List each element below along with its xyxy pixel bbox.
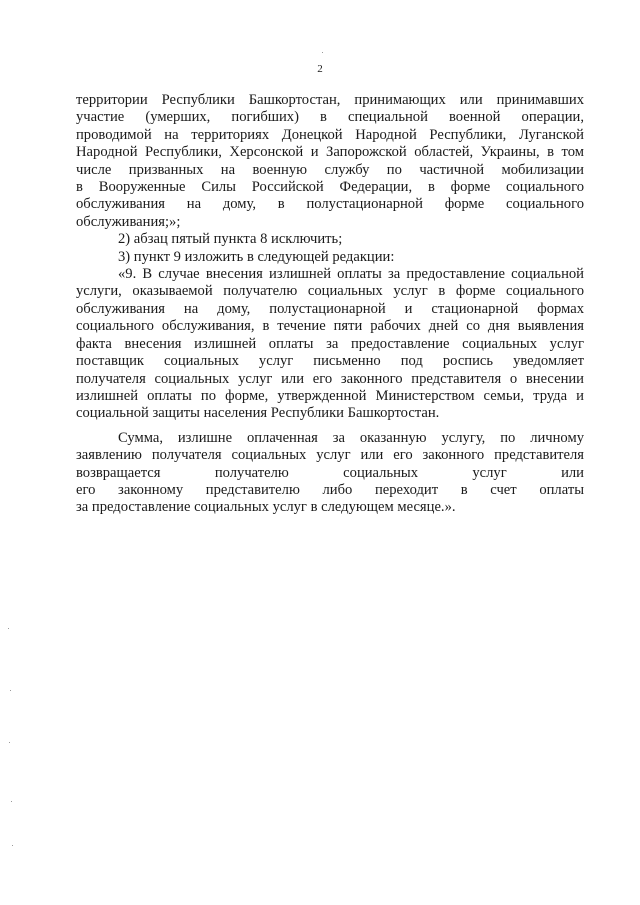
scan-speck xyxy=(8,628,9,629)
body-line: обслуживания;»; xyxy=(76,213,181,230)
clause-9-line: получателя социальных услуг или его законного представителя о внесении xyxy=(76,370,584,387)
clause-9-line: социального обслуживания, в течение пяти рабочих дней со дня выявления xyxy=(76,318,584,335)
clause-9-line: излишней оплаты по форме, утвержденной Министерством семьи, труда и xyxy=(76,387,584,404)
refund-line: за предоставление социальных услуг в следующем месяце.». xyxy=(76,499,456,516)
refund-line: Сумма, излишне оплаченная за оказанную услугу, по личному xyxy=(118,429,584,446)
refund-line: возвращается получателю социальных услуг или xyxy=(76,464,584,481)
scan-speck xyxy=(11,801,12,802)
scan-speck xyxy=(9,742,10,743)
scan-speck xyxy=(10,690,11,691)
item-2-paragraph: 2) абзац пятый пункта 8 исключить; xyxy=(118,231,343,248)
item-3-paragraph: 3) пункт 9 изложить в следующей редакции: xyxy=(118,248,395,265)
clause-9-line: факта внесения излишней оплаты за предоставление социальных услуг xyxy=(76,335,584,352)
refund-line: его законному представителю либо переходит в счет оплаты xyxy=(76,481,584,498)
refund-line: заявлению получателя социальных услуг или его законного представителя xyxy=(76,447,584,464)
page-number: 2 xyxy=(317,63,323,75)
body-line: участие (умерших, погибших) в специальной военной операции, xyxy=(76,109,584,126)
clause-9-line: услуги, оказываемой получателю социальных услуг в форме социального xyxy=(76,283,584,300)
document-body xyxy=(76,92,584,517)
clause-9-line: «9. В случае внесения излишней оплаты за предоставление социальной xyxy=(118,266,584,283)
body-line: проводимой на территориях Донецкой Народной Республики, Луганской xyxy=(76,126,584,143)
clause-9-line: поставщик социальных услуг письменно под роспись уведомляет xyxy=(76,353,584,370)
clause-9-line: социальной защиты населения Республики Башкортостан. xyxy=(76,405,440,422)
scan-speck xyxy=(12,845,13,846)
clause-9-line: обслуживания на дому, полустационарной и стационарной формах xyxy=(76,300,584,317)
body-line: Народной Республики, Херсонской и Запорожской областей, Украины, в том xyxy=(76,144,584,161)
body-line: числе призванных на военную службу по частичной мобилизации xyxy=(76,161,584,178)
body-line: в Вооруженные Силы Российской Федерации, в форме социального xyxy=(76,179,584,196)
scan-speck xyxy=(322,52,323,53)
body-line: территории Республики Башкортостан, принимающих или принимавших xyxy=(76,92,584,108)
body-line: обслуживания на дому, в полустационарной форме социального xyxy=(76,196,584,213)
